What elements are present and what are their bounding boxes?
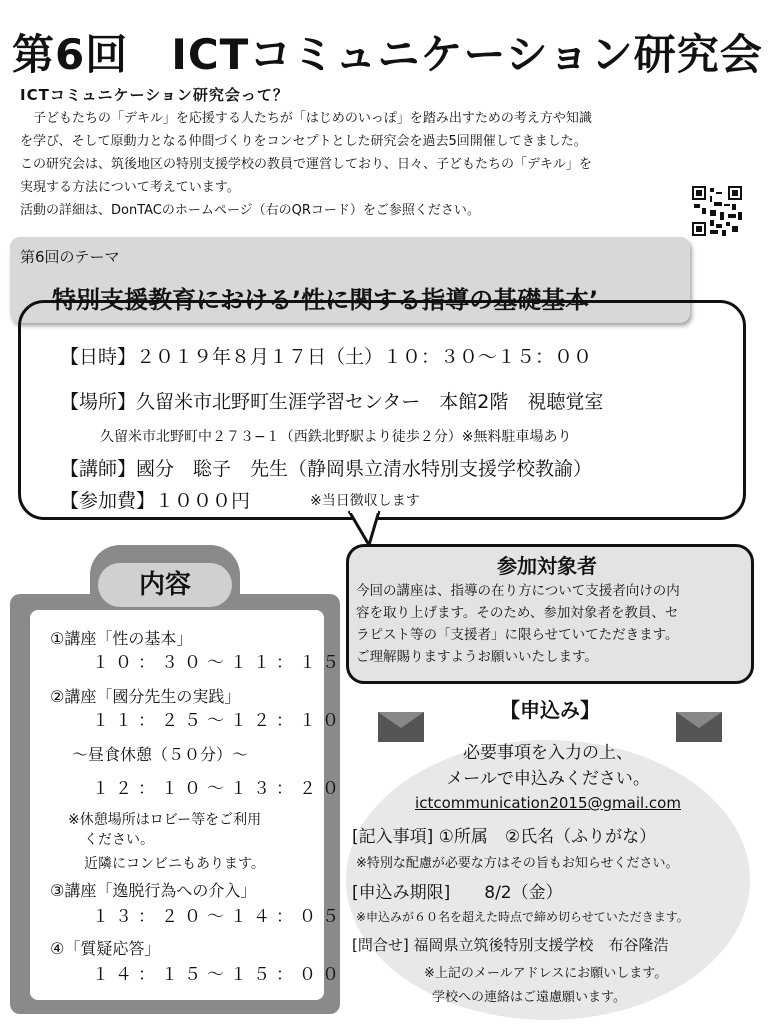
session-2-time: １１：２５〜１２：１０ bbox=[92, 711, 345, 731]
session-4-title: ④「質疑応答」 bbox=[50, 939, 161, 958]
intro-line: 活動の詳細は、DonTACのホームページ（右のQRコード）をご参照ください。 bbox=[20, 203, 480, 218]
lunch-break-title: 〜昼食休憩（５０分）〜 bbox=[72, 745, 249, 764]
qr-code-icon[interactable] bbox=[692, 186, 742, 236]
session-2-title: ②講座「國分先生の実践」 bbox=[50, 687, 241, 706]
intro-section bbox=[20, 84, 750, 222]
target-audience-title: 参加対象者 bbox=[497, 554, 597, 578]
event-fee-note: ※当日徴収します bbox=[310, 493, 420, 509]
bubble-tail-icon bbox=[345, 508, 385, 548]
theme-label: 第6回のテーマ bbox=[20, 248, 120, 266]
intro-line: この研究会は、筑後地区の特別支援学校の教員で運営しており、日々、子どもたちの「デキル」を bbox=[20, 157, 592, 172]
theme-title: 特別支援教育における’性に関する指導の基礎基本’ bbox=[52, 286, 599, 314]
event-datetime: 【日時】２０１９年８月１７日（土）１０：３０〜１５：００ bbox=[60, 346, 593, 368]
event-lecturer: 【講師】國分 聡子 先生（静岡県立清水特別支援学校教諭） bbox=[60, 458, 593, 480]
lunch-break-time: １２：１０〜１３：２０ bbox=[92, 779, 345, 799]
event-fee: 【参加費】１０００円 bbox=[60, 490, 251, 512]
apply-contact-note: 学校への連絡はご遠慮願います。 bbox=[432, 990, 626, 1005]
target-audience-body bbox=[356, 580, 740, 668]
apply-email-link[interactable]: ictcommunication2015@gmail.com bbox=[415, 794, 681, 812]
apply-instruction-2: メールで申込みください。 bbox=[446, 769, 650, 789]
intro-line: 実現する方法について考えています。 bbox=[20, 180, 240, 195]
apply-items: [記入事項] ①所属 ②氏名（ふりがな） bbox=[352, 827, 657, 847]
apply-contact-note: ※上記のメールアドレスにお願いします。 bbox=[424, 966, 668, 981]
session-1-title: ①講座「性の基本」 bbox=[50, 629, 193, 648]
target-line: 今回の講座は、指導の在り方について支援者向けの内 bbox=[356, 583, 680, 599]
target-line: 容を取り上げます。そのため、参加対象者を教員、セ bbox=[356, 605, 679, 621]
break-note: ※休憩場所はロビー等をご利用 bbox=[68, 812, 262, 828]
target-line: ラピスト等の「支援者」に限らせていてただきます。 bbox=[356, 627, 679, 643]
intro-line: を学び、そして原動力となる仲間づくりをコンセプトとした研究会を過去5回開催してきました。 bbox=[20, 134, 587, 149]
apply-deadline-note: ※申込みが６０名を超えた時点で締め切らせていただきます。 bbox=[356, 910, 689, 924]
event-address: 久留米市北野町中２７３−１（西鉄北野駅より徒歩２分）※無料駐車場あり bbox=[100, 429, 572, 445]
apply-items-note: ※特別な配慮が必要な方はその旨もお知らせください。 bbox=[356, 856, 679, 871]
apply-instruction-1: 必要事項を入力の上、 bbox=[463, 743, 633, 763]
session-3-time: １３：２０〜１４：０５ bbox=[92, 907, 345, 927]
event-place: 【場所】久留米市北野町生涯学習センター 本館2階 視聴覚室 bbox=[60, 391, 604, 413]
break-note: ください。 bbox=[84, 832, 154, 848]
application-title: 【申込み】 bbox=[500, 698, 600, 722]
session-4-time: １４：１５〜１５：００ bbox=[92, 965, 345, 985]
target-line: ご理解賜りますようお願いいたします。 bbox=[356, 649, 598, 665]
page-title: 第6回 ICTコミュニケーション研究会 bbox=[12, 30, 763, 79]
break-note: 近隣にコンビニもあります。 bbox=[84, 856, 265, 872]
session-3-title: ③講座「逸脱行為への介入」 bbox=[50, 881, 257, 900]
apply-contact: [問合せ] 福岡県立筑後特別支援学校 布谷隆浩 bbox=[352, 936, 669, 954]
session-1-time: １０：３０〜１１：１５ bbox=[92, 653, 345, 673]
intro-heading: ICTコミュニケーション研究会って？ bbox=[20, 86, 289, 104]
apply-deadline: [申込み期限] 8/2（金） bbox=[352, 883, 563, 903]
contents-label: 内容 bbox=[98, 563, 232, 607]
intro-line: 子どもたちの「デキル」を応援する人たちが「はじめのいっぽ」を踏み出すための考え方や知識 bbox=[20, 111, 592, 126]
